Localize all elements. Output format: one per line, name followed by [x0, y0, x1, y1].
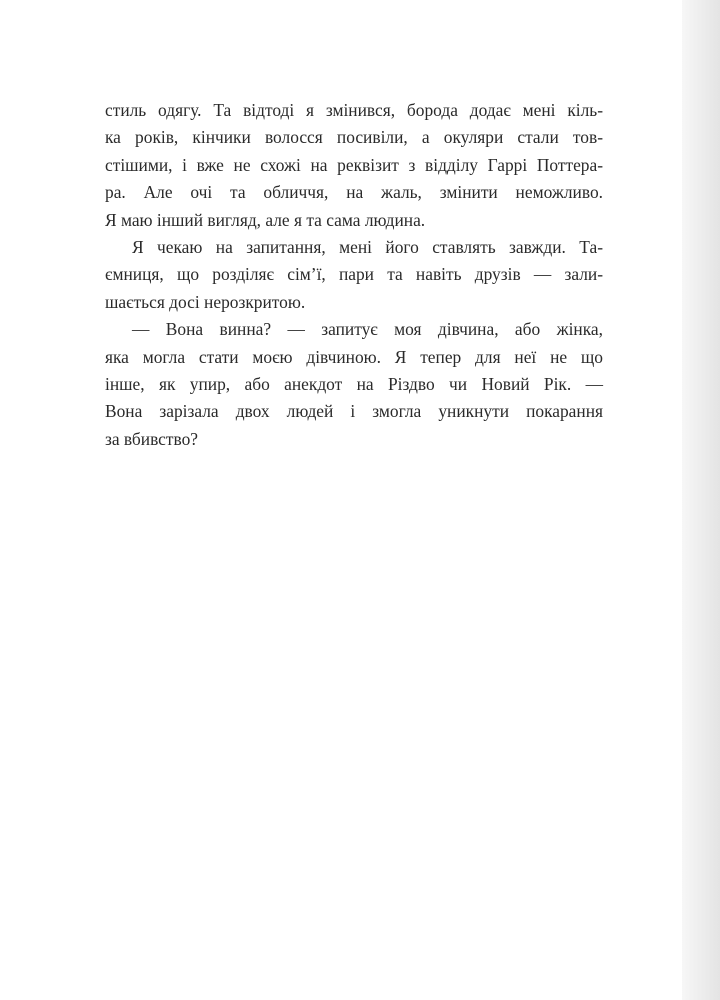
text-line: стішими, і вже не схожі на реквізит з відділу Гаррі Поттера- [105, 154, 603, 175]
text-line: Вона зарізала двох людей і змогла уникнути покарання [105, 401, 603, 422]
text-line: Я чекаю на запитання, мені його ставлять завжди. Та- [132, 236, 603, 257]
text-line: інше, як упир, або анекдот на Різдво чи Новий Рік. — [105, 373, 603, 394]
text-line: за вбивство? [105, 428, 199, 449]
text-line: ка років, кінчики волосся посивіли, а окуляри стали тов- [105, 127, 603, 148]
text-line: Я маю інший вигляд, але я та сама людина. [105, 209, 426, 230]
text-line: — Вона винна? — запитує моя дівчина, або жінка, [132, 319, 603, 340]
text-line: ємниця, що розділяє сім’ї, пари та навіть друзів — зали- [105, 264, 603, 285]
text-line: ра. Але очі та обличчя, на жаль, змінити неможливо. [105, 182, 603, 203]
text-line: яка могла стати моєю дівчиною. Я тепер для неї не що [105, 346, 603, 367]
body-text [105, 97, 603, 453]
text-line: стиль одягу. Та відтоді я змінився, борода додає мені кіль- [105, 100, 603, 120]
page-edge-shadow [682, 0, 720, 1000]
text-line: шається досі нерозкритою. [105, 291, 306, 312]
